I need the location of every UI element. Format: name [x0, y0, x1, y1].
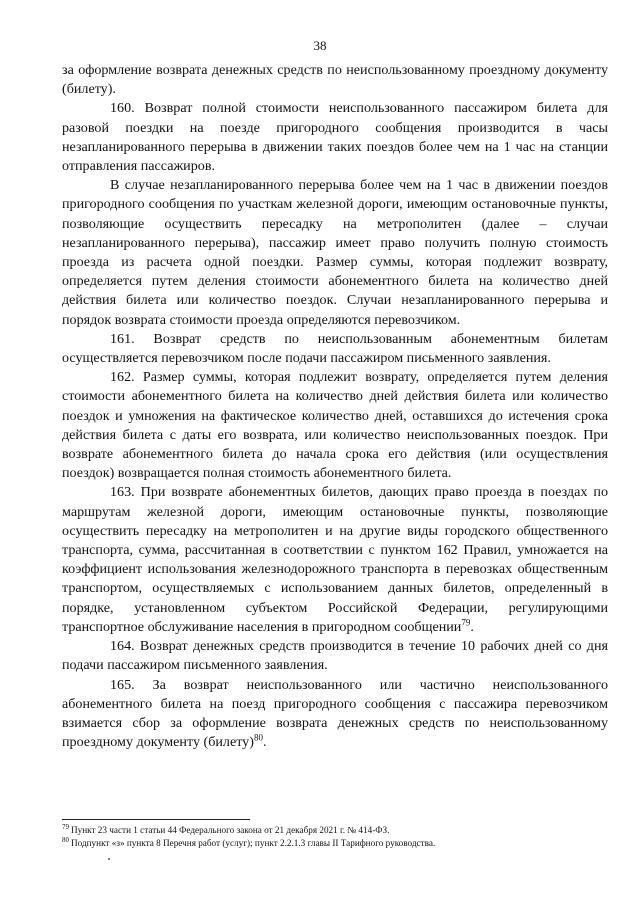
- footnote-ref-80[interactable]: 80: [253, 732, 263, 743]
- paragraph-165: [62, 676, 608, 753]
- footnotes: [62, 824, 608, 850]
- footnote-ref-79[interactable]: 79: [461, 617, 471, 628]
- document-body: [62, 61, 608, 752]
- footnote-text: Пункт 23 части 1 статьи 44 Федерального закона от 21 декабря 2021 г. № 414-ФЗ.: [71, 825, 390, 835]
- paragraph-continuation: за оформление возврата денежных средств по неиспользованному проездному документу (билету).: [62, 62, 608, 98]
- footnote-80: [62, 837, 608, 850]
- paragraph-165-text: 165. За возврат неиспользованного или частично неиспользованного абонементного билета на поезд пригородного сообщения с пассажира перевозчиком взимается сбор за оформление возврата денежных средств по неиспользованному проездному документу (билету): [62, 676, 608, 751]
- scan-speck: [108, 858, 110, 860]
- footnote-text: Подпункт «з» пункта 8 Перечня работ (услуг); пункт 2.2.1.3 главы II Тарифного руководства.: [71, 838, 436, 848]
- paragraph-160-cont: В случае незапланированного перерыва более чем на 1 час в движении поездов пригородного сообщения по участкам железной дороги, имеющим остановочные пункты, позволяющие осуществить пересадку на метрополитен (далее – случаи незапланированного перерыва), пассажир имеет право получить полную стоимость проезда из расчета одной поездки. Размер суммы, которая подлежит возврату, определяется путем деления стоимости абонементного билета на количество дней действия билета или количество поездок. Случаи незапланированного перерыва и порядок возврата стоимости проезда определяются перевозчиком.: [62, 177, 608, 328]
- paragraph-163: [62, 483, 608, 637]
- paragraph-163-text: 163. При возврате абонементных билетов, дающих право проезда в поездах по маршрутам железной дороги, имеющим остановочные пункты, позволяющие осуществить пересадку на метрополитен и на другие виды городского общественного транспорта, сумма, рассчитанная в соответствии с пунктом 162 Правил, умножается на коэффициент использования железнодорожного транспорта в перевозках общественным транспортом, осуществляемых с использованием данных билетов, определенный в порядке, установленном субъектом Российской Федерации, регулирующими транспортное обслуживание населения в пригородном сообщении: [62, 484, 608, 635]
- footnote-79: [62, 824, 608, 837]
- paragraph-164: 164. Возврат денежных средств производится в течение 10 рабочих дней со дня подачи пассажиром письменного заявления.: [62, 638, 608, 674]
- page-number: 38: [313, 38, 327, 53]
- paragraph-165-tail: .: [262, 734, 267, 751]
- paragraph-160: 160. Возврат полной стоимости неиспользованного пассажиром билета для разовой поездки на поезде пригородного сообщения производится в часы незапланированного перерыва в движении таких поездов более чем на 1 час на станции отправления пассажиров.: [62, 100, 608, 175]
- paragraph-162: 162. Размер суммы, которая подлежит возврату, определяется путем деления стоимости абонементного билета на количество дней действия билета или количество поездок и умножения на фактическое количество дней, оставшихся до истечения срока действия билета с даты его возврата, или количество неиспользованных поездок. При возврате абонементного билета до начала срока его действия (или осуществления поездок) возвращается полная стоимость абонементного билета.: [62, 369, 608, 482]
- paragraph-163-tail: .: [470, 618, 474, 635]
- footnote-mark: 79: [62, 822, 69, 831]
- paragraph-161: 161. Возврат средств по неиспользованным абонементным билетам осуществляется перевозчиком после подачи пассажиром письменного заявления.: [62, 330, 608, 367]
- footnote-mark: 80: [62, 835, 69, 844]
- footnote-separator: [62, 819, 250, 820]
